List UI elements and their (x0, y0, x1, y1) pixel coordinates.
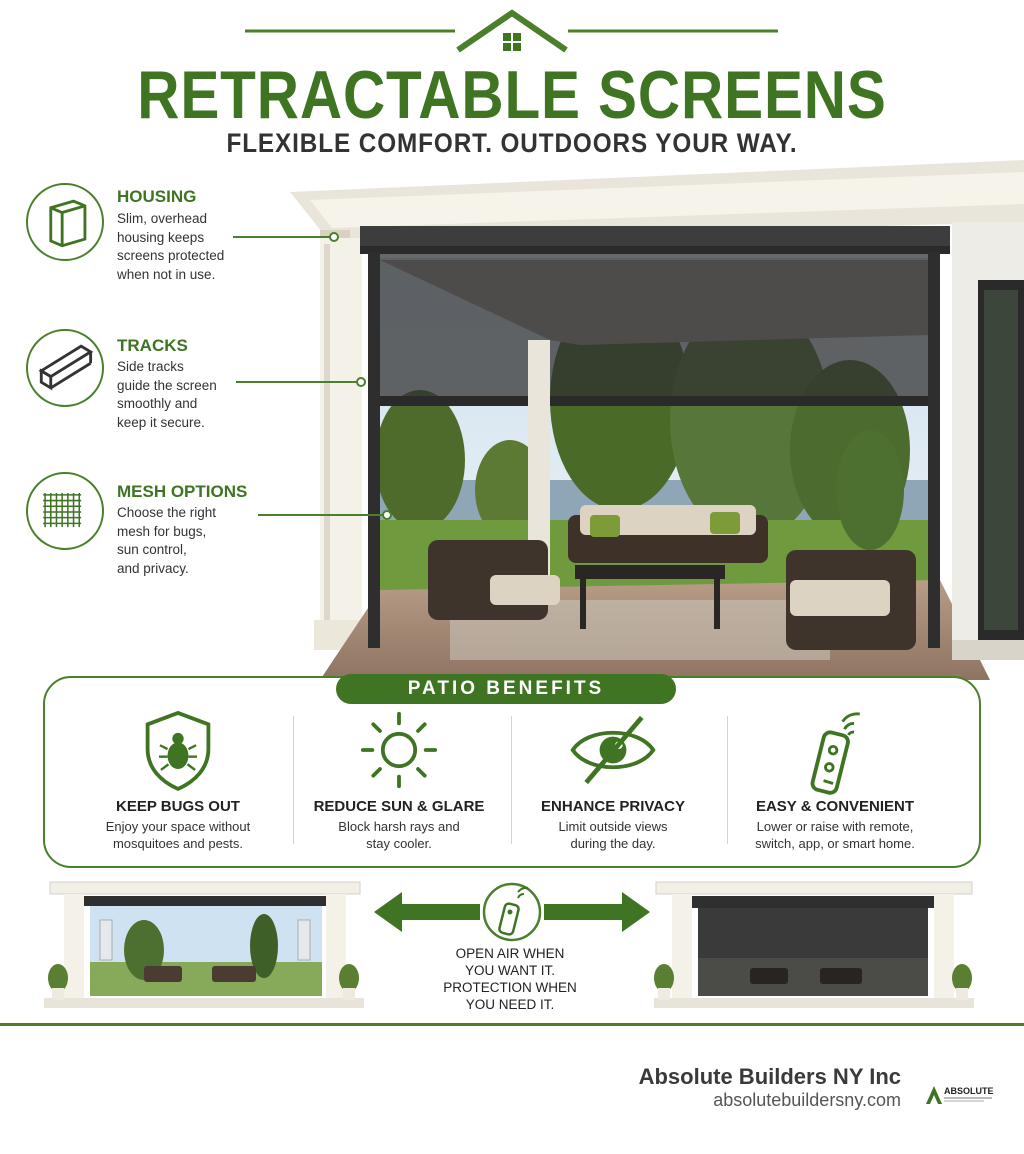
tracks-callout-line (236, 381, 360, 383)
open-patio-illustration (44, 880, 364, 1010)
track-rail-icon (28, 331, 102, 405)
benefit-keep-bugs-out (69, 700, 287, 860)
benefit-text: Lower or raise with remote, switch, app, or smart home. (755, 819, 915, 851)
page-subtitle: FLEXIBLE COMFORT. OUTDOORS YOUR WAY. (226, 128, 798, 158)
mesh-icon-circle (26, 472, 104, 550)
feature-tracks-title: TRACKS (117, 336, 188, 355)
arrow-left-icon (374, 892, 480, 932)
housing-box-icon (28, 185, 102, 259)
patio-screen-illustration (290, 160, 1024, 680)
sun-icon (359, 708, 439, 792)
benefit-reduce-sun (290, 700, 508, 860)
benefit-title: REDUCE SUN & GLARE (313, 798, 485, 815)
mesh-callout-dot (382, 510, 392, 520)
company-website[interactable]: absolutebuildersny.com (713, 1090, 901, 1110)
mesh-callout-line (258, 514, 386, 516)
benefit-text: Block harsh rays and stay cooler. (338, 819, 460, 851)
housing-icon-circle (26, 183, 104, 261)
benefit-title: KEEP BUGS OUT (116, 798, 240, 815)
housing-callout-line (233, 236, 333, 238)
feature-housing-title: HOUSING (117, 187, 197, 206)
header-roof-icon (0, 0, 1024, 60)
screened-patio-illustration (654, 880, 974, 1010)
feature-tracks-text: Side tracks guide the screen smoothly and keep it secure. (117, 359, 217, 430)
benefit-title: ENHANCE PRIVACY (541, 798, 685, 815)
company-logo (922, 1080, 1002, 1110)
benefit-title: EASY & CONVENIENT (755, 798, 915, 815)
company-name: Absolute Builders NY Inc (638, 1064, 901, 1089)
housing-callout-dot (329, 232, 339, 242)
remote-control-icon (795, 708, 875, 800)
svg-text:ABSOLUTE: ABSOLUTE (944, 1086, 994, 1096)
tracks-callout-dot (356, 377, 366, 387)
benefit-enhance-privacy (504, 700, 722, 860)
feature-housing-text: Slim, overhead housing keeps screens protected when not in use. (117, 211, 225, 282)
comparison-arrows (372, 880, 652, 944)
arrow-right-icon (544, 892, 650, 932)
footer-divider (0, 1023, 1024, 1026)
bug-shield-icon (140, 708, 216, 792)
benefits-heading: PATIO BENEFITS (336, 674, 676, 704)
tracks-icon-circle (26, 329, 104, 407)
comparison-caption: OPEN AIR WHEN YOU WANT IT. PROTECTION WHEN YOU NEED IT. (443, 946, 577, 1012)
page-title: RETRACTABLE SCREENS (137, 57, 887, 133)
benefit-easy-convenient (726, 700, 944, 860)
feature-mesh-title: MESH OPTIONS (117, 482, 248, 501)
benefit-text: Enjoy your space without mosquitoes and pests. (105, 819, 251, 851)
mesh-grid-icon (28, 474, 102, 548)
benefit-text: Limit outside views during the day. (558, 819, 668, 851)
eye-slash-icon (567, 708, 659, 792)
feature-mesh-text: Choose the right mesh for bugs, sun control, and privacy. (117, 505, 217, 576)
